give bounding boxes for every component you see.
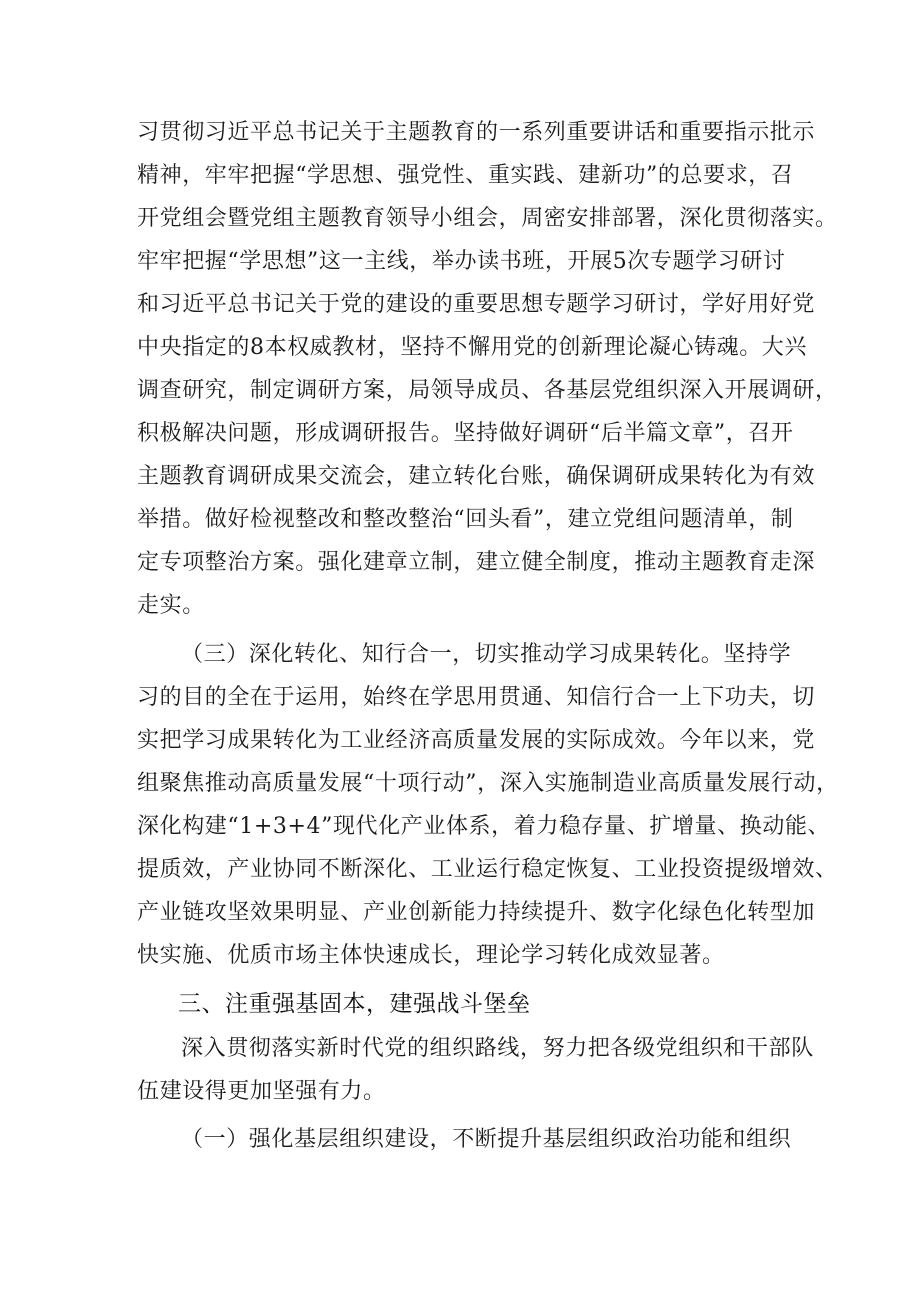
text-line: 快实施、优质市场主体快速成长，理论学习转化成效显著。 — [137, 943, 725, 968]
text-line: 中央指定的8本权威教材，坚持不懈用党的创新理论凝心铸魂。大兴 — [137, 335, 807, 360]
text-line: 深化构建“1+3+4”现代化产业体系，着力稳存量、扩增量、换动能、 — [137, 814, 831, 839]
text-line: （一）强化基层组织建设，不断提升基层组织政治功能和组织 — [181, 1127, 792, 1152]
text-line: 积极解决问题，形成调研报告。坚持做好调研“后半篇文章”，召开 — [137, 421, 794, 446]
text-line: 产业链攻坚效果明显、产业创新能力持续提升、数字化绿色化转型加 — [137, 900, 816, 925]
text-line: 习贯彻习近平总书记关于主题教育的一系列重要讲话和重要指示批示 — [137, 120, 816, 145]
section-heading: 三、注重强基固本，建强战斗堡垒 — [178, 991, 531, 1017]
text-line: 提质效，产业协同不断深化、工业运行稳定恢复、工业投资提级增效、 — [137, 857, 838, 882]
text-line: 调查研究，制定调研方案，局领导成员、各基层党组织深入开展调研， — [137, 378, 838, 403]
text-line: 牢牢把握“学思想”这一主线，举办读书班，开展5次专题学习研讨 — [137, 249, 786, 274]
text-line: （三）深化转化、知行合一，切实推动学习成果转化。坚持学 — [181, 642, 792, 667]
text-line: 主题教育调研成果交流会，建立转化台账，确保调研成果转化为有效 — [137, 464, 816, 489]
text-line: 和习近平总书记关于党的建设的重要思想专题学习研讨，学好用好党 — [137, 292, 816, 317]
text-line: 走实。 — [137, 593, 205, 618]
text-line: 举措。做好检视整改和整改整治“回头看”，建立党组问题清单，制 — [137, 507, 794, 532]
text-line: 开党组会暨党组主题教育领导小组会，周密安排部署，深化贯彻落实。 — [137, 206, 838, 231]
text-line: 定专项整治方案。强化建章立制，建立健全制度，推动主题教育走深 — [137, 550, 816, 575]
text-line: 深入贯彻落实新时代党的组织路线，努力把各级党组织和干部队 — [181, 1036, 814, 1061]
text-line: 组聚焦推动高质量发展“十项行动”，深入实施制造业高质量发展行动， — [137, 771, 839, 796]
text-line: 精神，牢牢把握“学思想、强党性、重实践、建新功”的总要求，召 — [137, 163, 794, 188]
text-line: 伍建设得更加坚强有力。 — [137, 1079, 386, 1104]
text-line: 习的目的全在于运用，始终在学思用贯通、知信行合一上下功夫，切 — [137, 685, 816, 710]
text-line: 实把学习成果转化为工业经济高质量发展的实际成效。今年以来，党 — [137, 728, 816, 753]
